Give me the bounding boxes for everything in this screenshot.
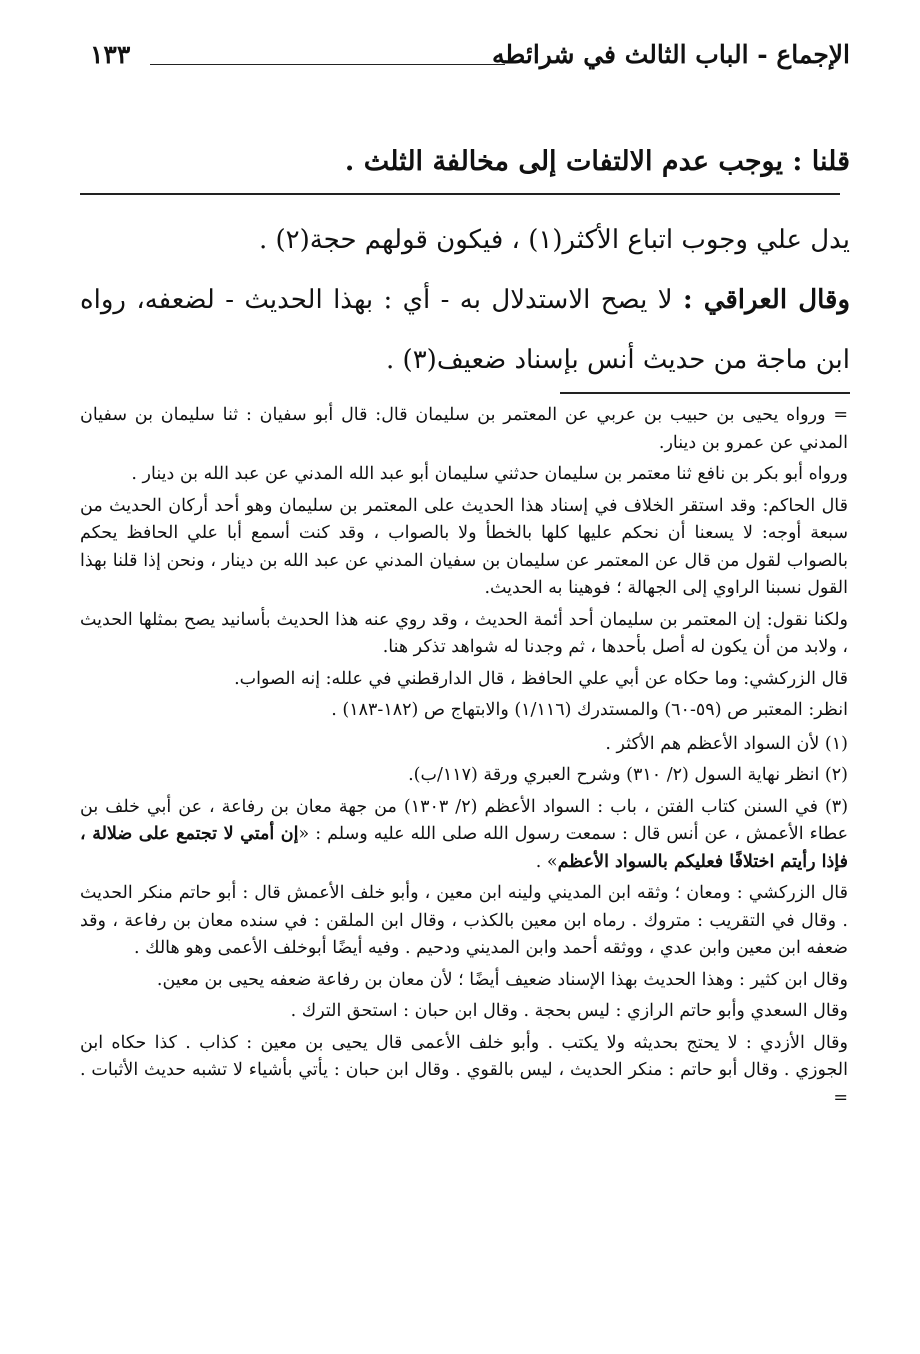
footnote-3-detail-4: وقال الأزدي : لا يحتج بحديثه ولا يكتب . وأبو خلف الأعمى قال يحيى بن معين : كذاب . كذا حكاه ابن الجوزي . وقال أبو حاتم : منكر الحديث ، ليس بالقوي . وقال ابن حبان : يأتي بأشياء لا تشبه حديث الأثبات . =: [80, 1032, 848, 1108]
paragraph-2: [80, 270, 850, 390]
note-continuation-5: قال الزركشي: وما حكاه عن أبي علي الحافظ ، قال الدارقطني في علله: إنه الصواب.: [234, 668, 848, 689]
paragraph-2-rest: لا يصح الاستدلال به - أي : بهذا الحديث - لضعفه، رواه ابن ماجة من حديث أنس بإسناد ضعيف(٣) .: [80, 285, 850, 375]
footnote-3: [80, 794, 848, 877]
footnote-3-detail-1: قال الزركشي : ومعان ؛ وثقه ابن المديني ولينه ابن معين ، وأبو خلف الأعمش قال : أبو حاتم منكر الحديث . وقال في التقريب : متروك . رماه ابن معين بالكذب ، وقال ابن الملقن : في سنده معان بن رفاعة ، وقد ضعفه ابن معين وابن عدي ، ووثقه أحمد وابن المديني ودحيم . وفيه أيضًا أبوخلف الأعمى وهو هالك .: [80, 883, 848, 958]
note-continuation-3: قال الحاكم: وقد استقر الخلاف في إسناد هذا الحديث على المعتمر بن سليمان وهو أحد أركان الحديث من سبعة أوجه: لا يسعنا أن نحكم عليها كلها بالخطأ ولا بالصواب ، وقد كنت أسمع أبا علي الحافظ يحكم بالصواب لقول من قال عن المعتمر عن سليمان بن سفيان المدني عن عبد الله بن دينار ، ونحن إذا قلنا بهذا القول نسبنا الراوي إلى الجهالة ؛ فوهينا به الحديث.: [80, 495, 848, 598]
note-continuation-2: ورواه أبو بكر بن نافع ثنا معتمر بن سليمان حدثني سليمان أبو عبد الله المدني عن عبد الله بن دينار .: [131, 464, 848, 484]
note-continuation-1: = ورواه يحيى بن حبيب بن عربي عن المعتمر بن سليمان قال: قال أبو سفيان : ثنا سليمان بن سفيان المدني عن عمرو بن دينار.: [80, 405, 848, 453]
footnote-3-close: » .: [535, 851, 558, 872]
main-text: [80, 132, 850, 192]
paragraph-1: يدل علي وجوب اتباع الأكثر(١) ، فيكون قولهم حجة(٢) .: [258, 225, 850, 255]
note-continuation-4: ولكنا نقول: إن المعتمر بن سليمان أحد أئمة الحديث ، وقد روي عنه هذا الحديث بأسانيد يصح بمثلها الحديث ، ولابد من أن يكون له أصل بأحدها ، ثم وجدنا له شواهد تذكر هنا.: [80, 609, 848, 657]
heading-line: قلنا : يوجب عدم الالتفات إلى مخالفة الثلث .: [344, 146, 850, 177]
heading-underline: [80, 193, 840, 195]
footnote-1: (١) لأن السواد الأعظم هم الأكثر .: [605, 733, 848, 754]
paragraph-2-lead: وقال العراقي :: [682, 285, 851, 315]
footnote-2: (٢) انظر نهاية السول (٢/ ٣١٠) وشرح العبري ورقة (١١٧/ب).: [408, 765, 848, 785]
note-continuation-6: انظر: المعتبر ص (٥٩-٦٠) والمستدرك (١/١١٦) والابتهاج ص (١٨٢-١٨٣) .: [331, 700, 848, 720]
footnotes: [80, 402, 848, 1116]
footnote-3-detail-3: وقال السعدي وأبو حاتم الرازي : ليس بحجة . وقال ابن حبان : استحق الترك .: [290, 1001, 848, 1021]
footnote-separator: [560, 392, 850, 394]
page-header: [80, 40, 850, 80]
footnote-3-detail-2: وقال ابن كثير : وهذا الحديث بهذا الإسناد ضعيف أيضًا ؛ لأن معان بن رفاعة ضعفه يحيى بن معين.: [156, 969, 848, 990]
body-paragraphs: [80, 210, 850, 390]
page-number: ١٣٣: [90, 40, 131, 69]
running-title: الإجماع - الباب الثالث في شرائطه: [491, 40, 850, 69]
footnote-3-hadith: إن أمتي لا تجتمع على ضلالة ، فإذا رأيتم اختلافًا فعليكم بالسواد الأعظم: [80, 824, 848, 872]
header-rule: [150, 64, 505, 65]
footnote-3-intro: (٣) في السنن كتاب الفتن ، باب : السواد الأعظم (٢/ ١٣٠٣) من جهة معان بن رفاعة ، عن أبي خلف بن عطاء الأعمش ، عن أنس قال : سمعت رسول الله صلى الله عليه وسلم : «: [80, 796, 849, 844]
